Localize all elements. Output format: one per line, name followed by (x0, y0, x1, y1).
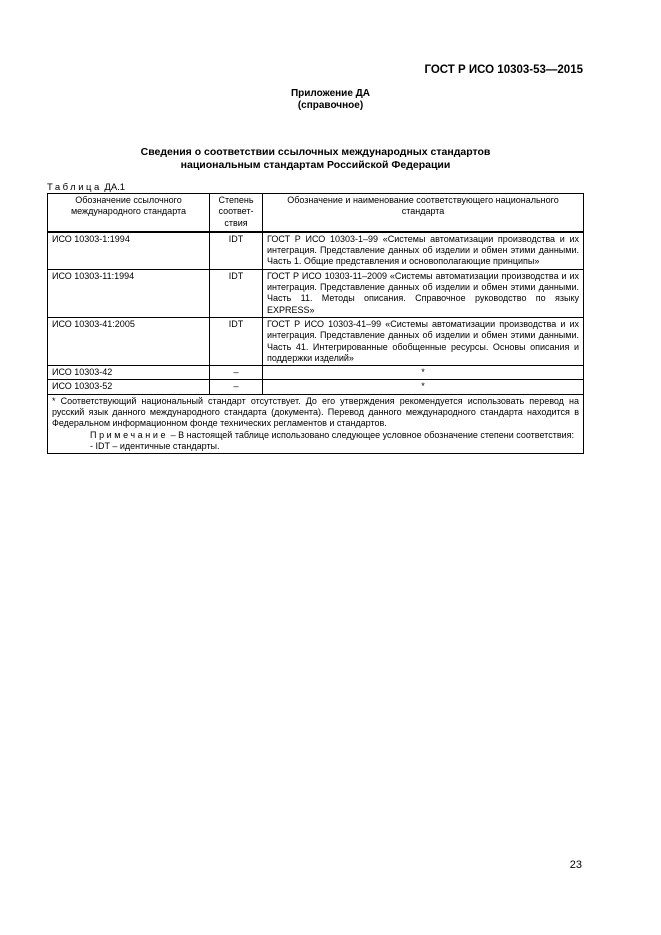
table-footnote (48, 394, 584, 453)
degree-cell: IDT (210, 232, 263, 269)
page-number: 23 (569, 859, 582, 871)
annex-heading (0, 88, 661, 112)
national-standard-cell: * (263, 380, 584, 394)
reference-standard-cell: ИСО 10303-52 (48, 380, 210, 394)
reference-standard-cell: ИСО 10303-1:1994 (48, 232, 210, 269)
reference-standard-cell: ИСО 10303-41:2005 (48, 317, 210, 365)
degree-cell: IDT (210, 317, 263, 365)
table-row (48, 232, 584, 269)
header-national-standard: Обозначение и наименование соответствующего национального стандарта (263, 194, 584, 232)
note-text: – В настоящей таблице использовано следующее условное обозначение степени соответствия: (170, 429, 575, 440)
table-caption (47, 182, 125, 193)
section-title-line-1: Сведения о соответствии ссылочных международных стандартов (140, 146, 491, 158)
degree-cell: – (210, 366, 263, 380)
annex-subtitle: (справочное) (297, 100, 364, 111)
table-row (48, 269, 584, 317)
header-reference-standard: Обозначение ссылочного международного стандарта (48, 194, 210, 232)
table-row (48, 380, 584, 394)
table-footnote-row (48, 394, 584, 453)
table-note (52, 430, 579, 441)
table-header-row (48, 194, 584, 232)
table-row (48, 366, 584, 380)
national-standard-cell: ГОСТ Р ИСО 10303-1–99 «Системы автоматизации производства и их интеграция. Представление данных об изделии и обмен этими данными. Часть 1. Общие представления и основополагающие принципы» (263, 232, 584, 269)
reference-standard-cell: ИСО 10303-11:1994 (48, 269, 210, 317)
header-degree: Степень соответ-ствия (210, 194, 263, 232)
table-row (48, 317, 584, 365)
section-title-line-2: национальным стандартам Российской Федерации (180, 158, 451, 171)
table-caption-number: ДА.1 (104, 182, 126, 193)
national-standard-cell: * (263, 366, 584, 380)
national-standard-cell: ГОСТ Р ИСО 10303-41–99 «Системы автоматизации производства и их интеграция. Представление данных об изделии и обмен этими данными. Часть 41. Интегрированные обобщенные ресурсы. Основы описания и поддержки изделий» (263, 317, 584, 365)
national-standard-cell: ГОСТ Р ИСО 10303-11–2009 «Системы автоматизации производства и их интеграция. Представление данных об изделии и обмен этими данными. Часть 11. Методы описания. Справочное руководство по языку EXPRESS» (263, 269, 584, 317)
note-item: - IDT – идентичные стандарты. (90, 440, 220, 451)
note-label: Примечание (90, 429, 169, 440)
document-designation: ГОСТ Р ИСО 10303-53—2015 (424, 64, 583, 76)
footnote-text: * Соответствующий национальный стандарт отсутствует. До его утверждения рекомендуется использовать перевод на русский язык данного международного стандарта (документа). Перевод данного международного стандарта находится в Федеральном информационном фонде технических регламентов и стандартов. (52, 395, 579, 429)
standards-correspondence-table (47, 193, 584, 454)
degree-cell: IDT (210, 269, 263, 317)
degree-cell: – (210, 380, 263, 394)
reference-standard-cell: ИСО 10303-42 (48, 366, 210, 380)
section-title (0, 146, 631, 171)
annex-title: Приложение ДА (290, 88, 371, 99)
table-caption-label: Таблица (47, 182, 102, 193)
